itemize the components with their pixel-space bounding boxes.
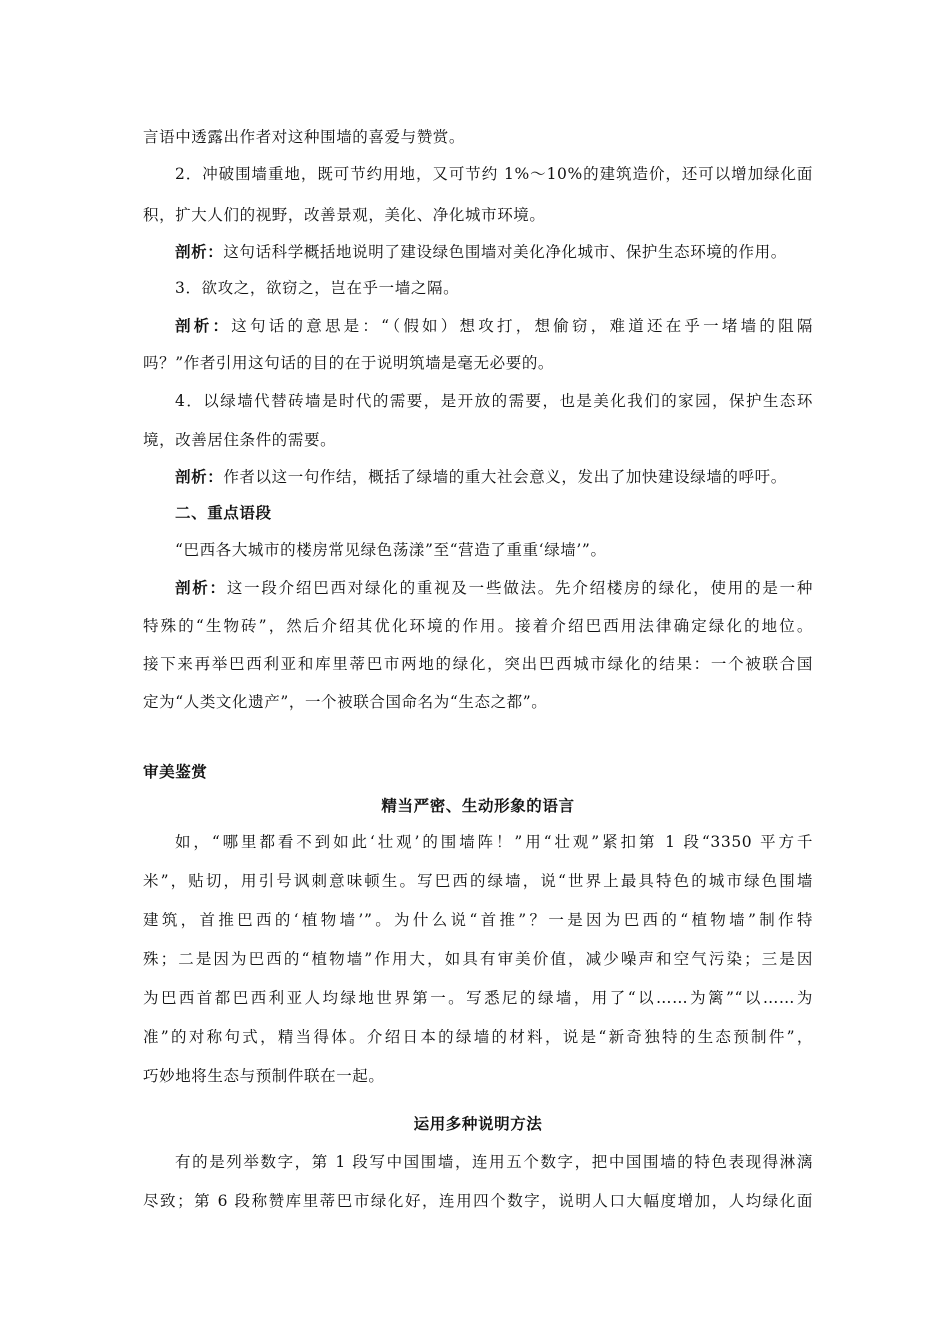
analysis-2 [175, 242, 813, 262]
analysis-label: 剖析： [175, 317, 232, 335]
analysis-text: 这句话的意思是：“（假如）想攻打，想偷窃，难道还在乎一堵墙的阻隔 [231, 317, 813, 335]
item-2-line-1: 2．冲破围墙重地，既可节约用地，又可节约 1%～10%的建筑造价，还可以增加绿化面 [175, 165, 813, 183]
aesthetic-section-title: 审美鉴赏 [143, 763, 208, 781]
section-2-analysis-line-2: 特殊的“生物砖”，然后介绍其优化环境的作用。接着介绍巴西用法律确定绿化的地位。 [143, 617, 813, 635]
section-2-quote: “巴西各大城市的楼房常见绿色荡漾”至“营造了重重‘绿墙’”。 [175, 541, 607, 559]
paragraph-line: 言语中透露出作者对这种围墙的喜爱与赞赏。 [143, 128, 466, 146]
analysis-text: 这一段介绍巴西对绿化的重视及一些做法。先介绍楼房的绿化，使用的是一种 [226, 579, 813, 597]
analysis-text: 这句话科学概括地说明了建设绿色围墙对美化净化城市、保护生态环境的作用。 [223, 243, 787, 261]
paragraph-1-line-3: 建筑，首推巴西的‘植物墙’”。为什么说“首推”？一是因为巴西的“植物墙”制作特 [143, 911, 813, 929]
item-3-line: 3．欲攻之，欲窃之，岂在乎一墙之隔。 [175, 279, 460, 297]
paragraph-2-line-2: 尽致；第 6 段称赞库里蒂巴市绿化好，连用四个数字，说明人口大幅度增加，人均绿化面 [143, 1192, 813, 1210]
paragraph-1-line-6: 准”的对称句式，精当得体。介绍日本的绿墙的材料，说是“新奇独特的生态预制件”， [143, 1028, 813, 1046]
paragraph-1-line-2: 米”，贴切，用引号讽刺意味顿生。写巴西的绿墙，说“世界上最具特色的城市绿色围墙 [143, 872, 813, 890]
section-2-analysis-line-1 [175, 578, 813, 598]
section-2-analysis-line-4: 定为“人类文化遗产”，一个被联合国命名为“生态之都”。 [143, 693, 548, 711]
item-4-line-2: 境，改善居住条件的需要。 [143, 431, 337, 449]
subsection-1-title: 精当严密、生动形象的语言 [381, 797, 575, 815]
paragraph-1-line-4: 殊；二是因为巴西的“植物墙”作用大，如具有审美价值，减少噪声和空气污染；三是因 [143, 950, 813, 968]
analysis-label: 剖析： [175, 468, 224, 486]
analysis-label: 剖析： [175, 243, 224, 261]
section-2-title: 二、重点语段 [175, 504, 272, 522]
item-4-line-1: 4．以绿墙代替砖墙是时代的需要，是开放的需要，也是美化我们的家园，保护生态环 [175, 392, 813, 410]
analysis-label: 剖析： [175, 579, 227, 597]
paragraph-1-line-5: 为巴西首都巴西利亚人均绿地世界第一。写悉尼的绿墙，用了“以……为篱”“以……为 [143, 989, 813, 1007]
paragraph-2-line-1: 有的是列举数字，第 1 段写中国围墙，连用五个数字，把中国围墙的特色表现得淋漓 [175, 1153, 813, 1171]
section-2-analysis-line-3: 接下来再举巴西利亚和库里蒂巴市两地的绿化，突出巴西城市绿化的结果：一个被联合国 [143, 655, 813, 673]
analysis-3-line-1 [175, 316, 813, 336]
item-2-line-2: 积，扩大人们的视野，改善景观，美化、净化城市环境。 [143, 206, 546, 224]
paragraph-1-line-1: 如，“哪里都看不到如此‘壮观’的围墙阵！”用“壮观”紧扣第 1 段“3350 平方千 [175, 833, 813, 851]
analysis-3-line-2: 吗？”作者引用这句话的目的在于说明筑墙是毫无必要的。 [143, 354, 555, 372]
analysis-4 [175, 467, 813, 487]
analysis-text: 作者以这一句作结，概括了绿墙的重大社会意义，发出了加快建设绿墙的呼吁。 [223, 468, 787, 486]
paragraph-1-line-7: 巧妙地将生态与预制件联在一起。 [143, 1067, 385, 1085]
subsection-2-title: 运用多种说明方法 [413, 1115, 543, 1133]
